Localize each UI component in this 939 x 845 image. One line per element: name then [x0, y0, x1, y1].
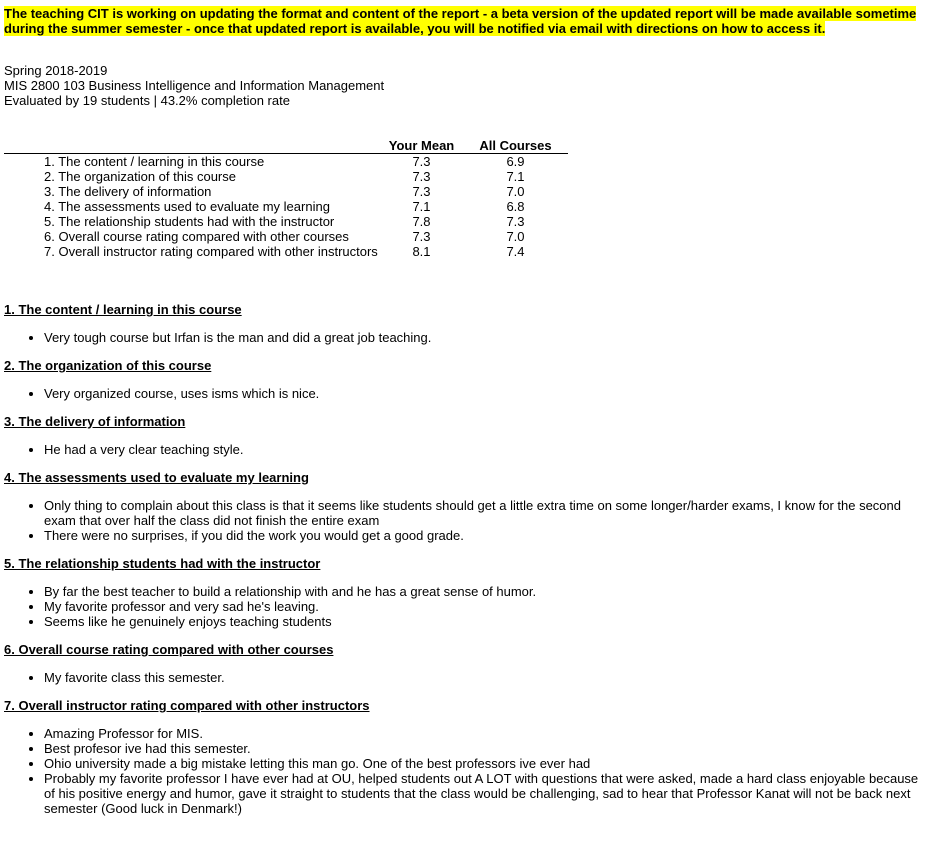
your-mean-cell: 7.8	[412, 214, 431, 229]
list-item: • Ohio university made a big mistake letting this man go. One of the best professors ive ever had	[44, 756, 932, 771]
comment-section	[4, 358, 932, 401]
table-row	[4, 199, 568, 214]
comment-section	[4, 556, 932, 629]
all-courses-cell: 7.1	[506, 169, 525, 184]
table-row	[4, 229, 568, 244]
comment-section	[4, 302, 932, 345]
list-item: • Amazing Professor for MIS.	[44, 726, 932, 741]
table-row	[4, 184, 568, 199]
your-mean-cell: 7.3	[412, 154, 431, 169]
comment-list	[4, 670, 932, 685]
all-courses-cell: 7.0	[506, 184, 525, 199]
list-item: • There were no surprises, if you did the work you would get a good grade.	[44, 528, 932, 543]
comment-section	[4, 698, 932, 816]
all-courses-cell: 6.8	[506, 199, 525, 214]
your-mean-cell: 7.3	[412, 169, 431, 184]
section-heading: 7. Overall instructor rating compared with other instructors	[4, 698, 370, 713]
section-heading: 5. The relationship students had with the instructor	[4, 556, 321, 571]
score-table-header	[4, 138, 568, 154]
course-label: MIS 2800 103 Business Intelligence and Information Management	[4, 78, 385, 93]
all-courses-cell: 7.0	[506, 229, 525, 244]
score-table	[4, 138, 568, 259]
list-item: • Very tough course but Irfan is the man and did a great job teaching.	[44, 330, 932, 345]
course-meta	[4, 63, 932, 108]
comment-section	[4, 642, 932, 685]
comment-section	[4, 414, 932, 457]
table-row	[4, 244, 568, 259]
update-notice	[4, 6, 932, 36]
comment-list	[4, 584, 932, 629]
question-cell: 1. The content / learning in this course	[44, 154, 265, 169]
list-item: • He had a very clear teaching style.	[44, 442, 932, 457]
section-heading: 1. The content / learning in this course	[4, 302, 242, 317]
update-notice-text: The teaching CIT is working on updating the format and content of the report - a beta version of the updated report will be made available sometime during the summer semester - once that updated report is available, you will be notified via email with directions on how to access it.	[4, 6, 917, 36]
comment-list	[4, 498, 932, 543]
question-cell: 7. Overall instructor rating compared with other instructors	[44, 244, 378, 259]
your-mean-cell: 7.1	[412, 199, 431, 214]
list-item: • Probably my favorite professor I have ever had at OU, helped students out A LOT with questions that were asked, made a hard class enjoyable because of his positive energy and humor, gave it straight to students that the class would be challenging, sad to hear that Professor Kanat will not be back next semester (Good luck in Denmark!)	[44, 771, 932, 816]
question-cell: 3. The delivery of information	[44, 184, 212, 199]
list-item: • Seems like he genuinely enjoys teaching students	[44, 614, 932, 629]
your-mean-cell: 7.3	[412, 184, 431, 199]
section-heading: 4. The assessments used to evaluate my learning	[4, 470, 309, 485]
score-table-body	[4, 154, 568, 260]
list-item: • Only thing to complain about this class is that it seems like students should get a little extra time on some longer/harder exams, I know for the second exam that over half the class did not finish the entire exam	[44, 498, 932, 528]
list-item: • My favorite class this semester.	[44, 670, 932, 685]
section-heading: 3. The delivery of information	[4, 414, 186, 429]
header-question	[4, 138, 380, 154]
all-courses-cell: 6.9	[506, 154, 525, 169]
report-page	[4, 6, 932, 829]
comment-list	[4, 726, 932, 816]
list-item: • My favorite professor and very sad he's leaving.	[44, 599, 932, 614]
table-row	[4, 154, 568, 170]
all-courses-cell: 7.4	[506, 244, 525, 259]
list-item: • By far the best teacher to build a relationship with and he has a great sense of humor.	[44, 584, 932, 599]
table-row	[4, 214, 568, 229]
your-mean-cell: 8.1	[412, 244, 431, 259]
question-cell: 5. The relationship students had with the instructor	[44, 214, 335, 229]
question-cell: 6. Overall course rating compared with other courses	[44, 229, 349, 244]
list-item: • Best profesor ive had this semester.	[44, 741, 932, 756]
header-your-mean: Your Mean	[388, 138, 455, 153]
list-item: • Very organized course, uses isms which is nice.	[44, 386, 932, 401]
comment-list	[4, 330, 932, 345]
section-heading: 2. The organization of this course	[4, 358, 212, 373]
comment-list	[4, 442, 932, 457]
your-mean-cell: 7.3	[412, 229, 431, 244]
comments-area	[4, 302, 932, 816]
term-label: Spring 2018-2019	[4, 63, 108, 78]
evaluation-summary: Evaluated by 19 students | 43.2% completion rate	[4, 93, 290, 108]
section-heading: 6. Overall course rating compared with other courses	[4, 642, 334, 657]
table-row	[4, 169, 568, 184]
comment-list	[4, 386, 932, 401]
comment-section	[4, 470, 932, 543]
question-cell: 2. The organization of this course	[44, 169, 236, 184]
header-all-courses: All Courses	[479, 138, 552, 153]
all-courses-cell: 7.3	[506, 214, 525, 229]
question-cell: 4. The assessments used to evaluate my learning	[44, 199, 330, 214]
